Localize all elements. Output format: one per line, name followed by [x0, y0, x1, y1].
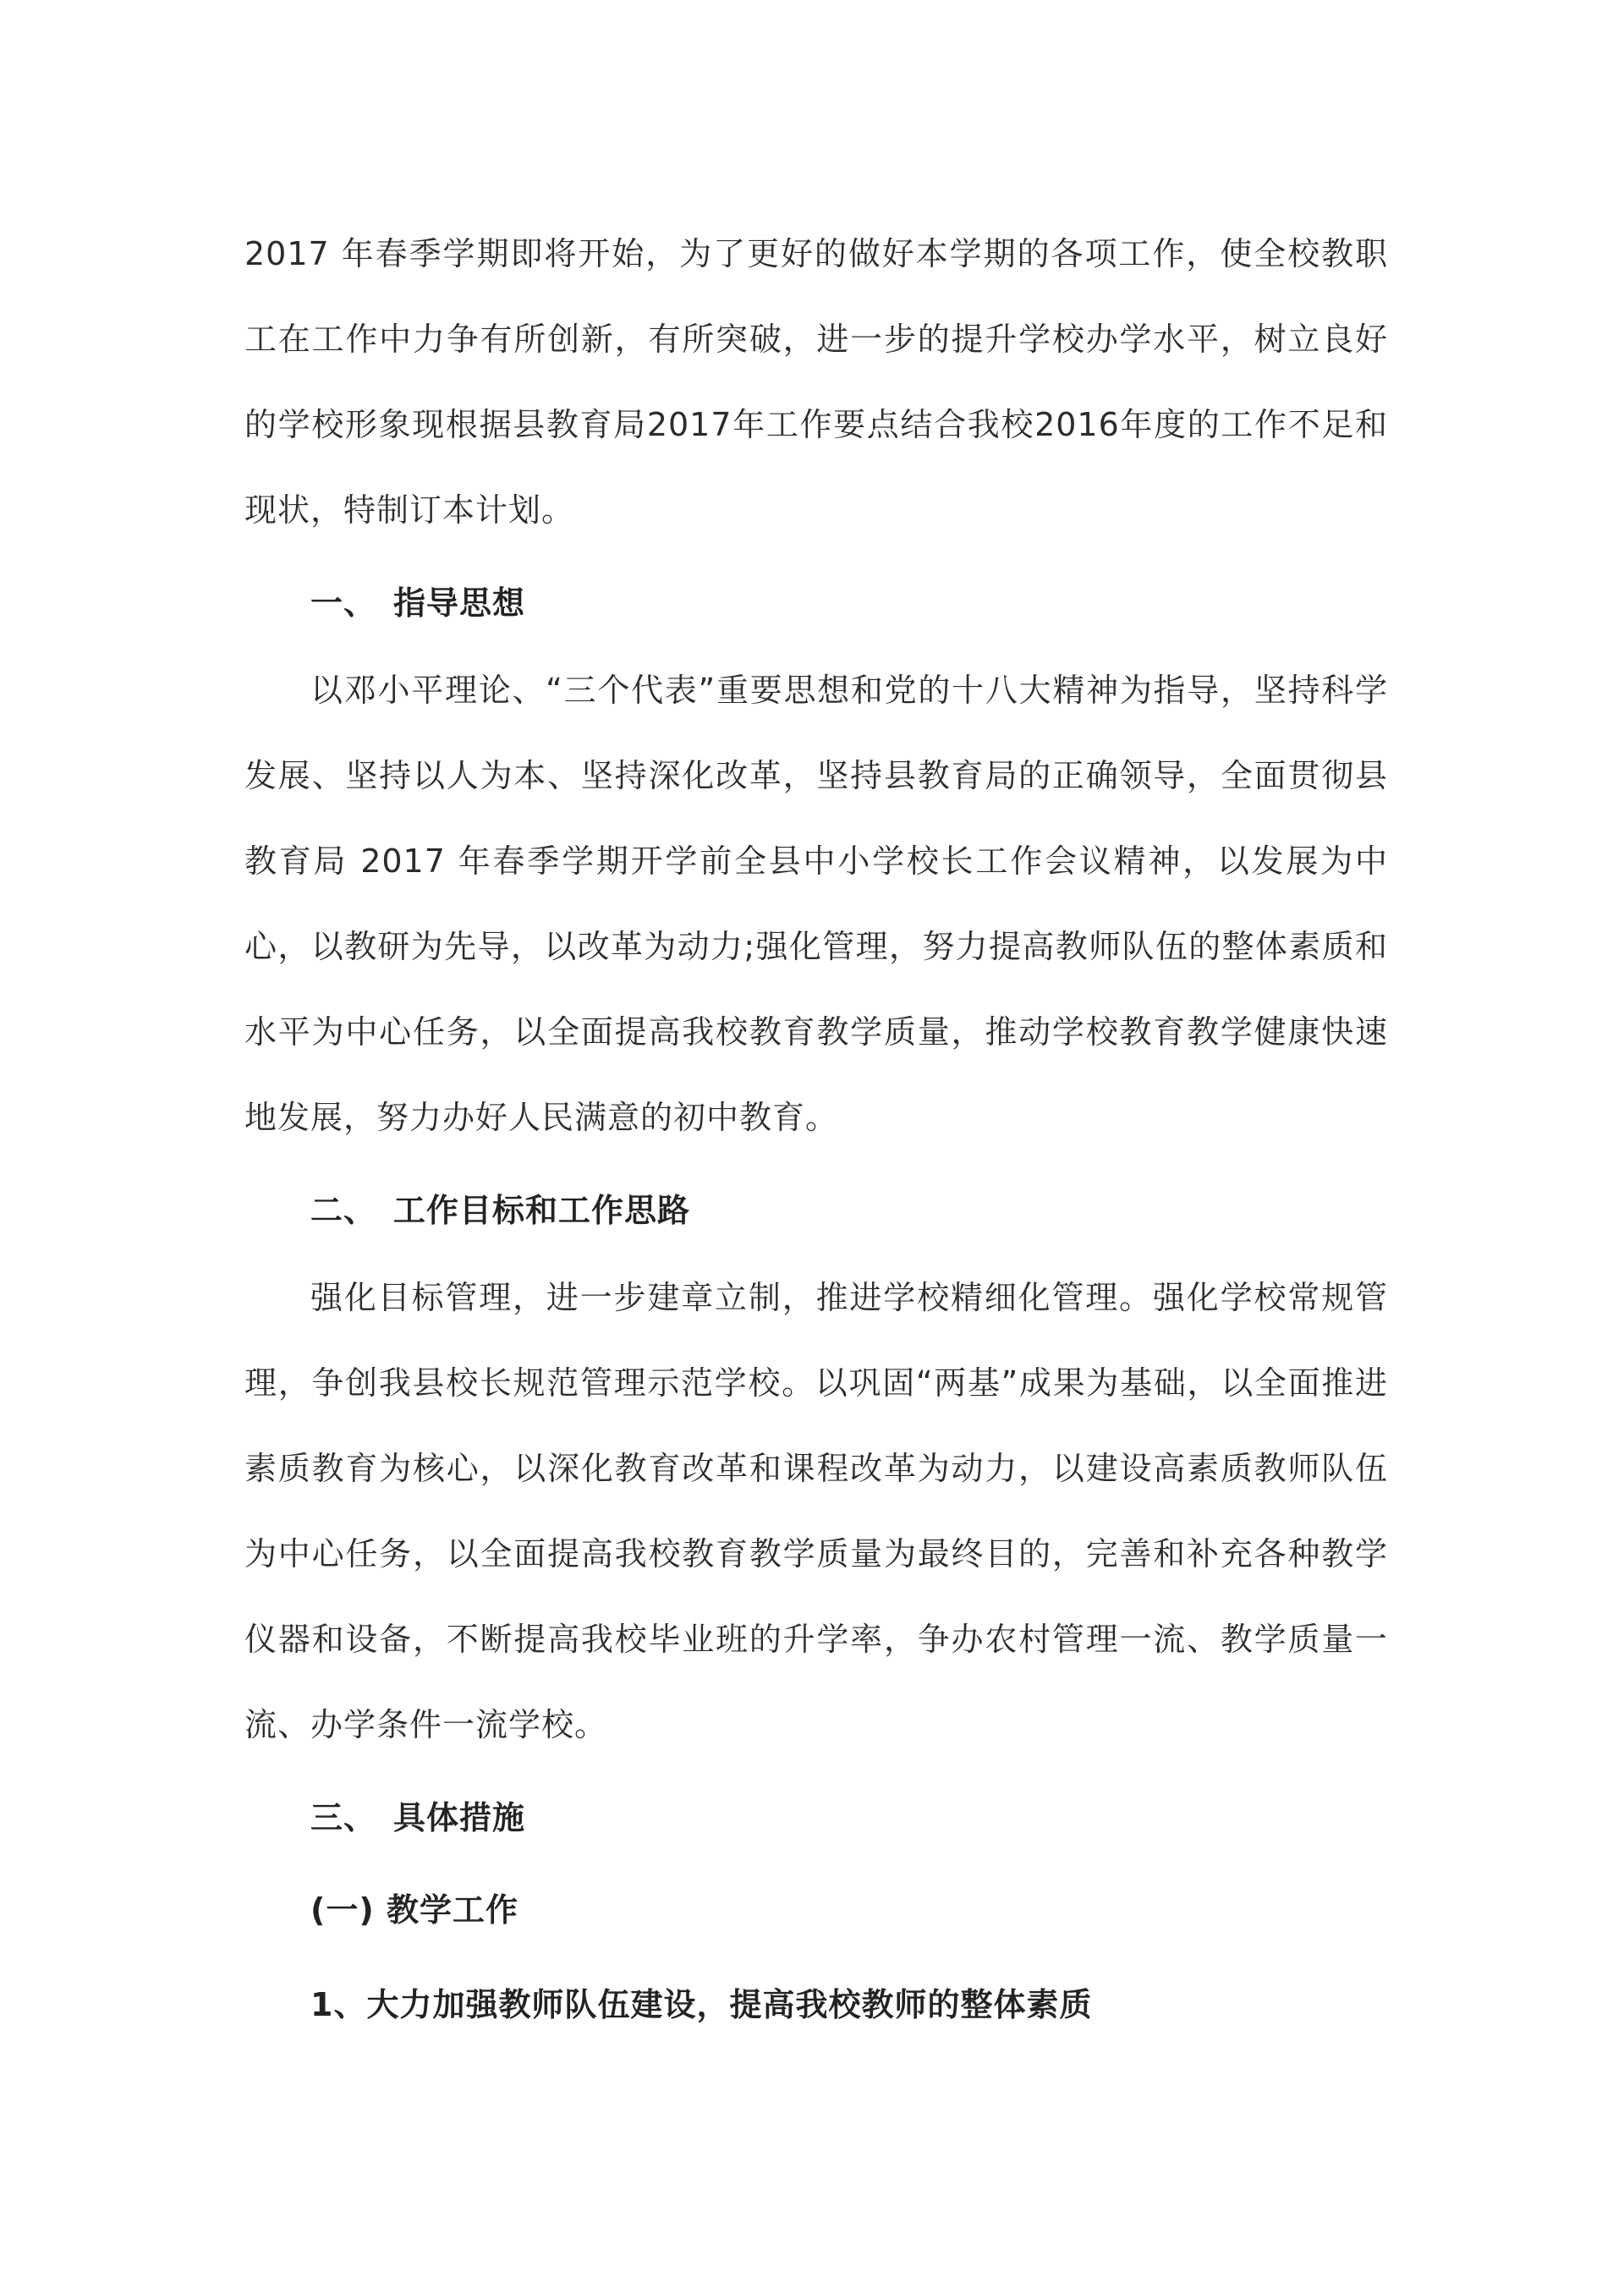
document-page	[244, 211, 1388, 2052]
section-number: 二、	[310, 1192, 377, 1229]
section-title: 具体措施	[393, 1799, 526, 1836]
section-title: 工作目标和工作思路	[393, 1192, 691, 1229]
section-number: 一、	[310, 584, 377, 622]
section-title: 指导思想	[393, 584, 526, 622]
section-heading-guiding-ideology	[244, 558, 1388, 648]
guiding-ideology-paragraph: 以邓小平理论、“三个代表”重要思想和党的十八大精神为指导，坚持科学发展、坚持以人为本、坚持深化改革，坚持县教育局的正确领导，全面贯彻县教育局 2017 年春季学期开学前全县中小学校长工作会议精神，以发展为中心，以教研为先导，以改革为动力;强化管理，努力提高教师队伍的整体素质和水平为中心任务，以全面提高我校教育教学质量，推动学校教育教学健康快速地发展，努力办好人民满意的初中教育。	[244, 672, 1388, 1136]
section-heading-measures	[244, 1773, 1388, 1863]
section-heading-goals	[244, 1166, 1388, 1255]
subsection-heading-teaching: (一) 教学工作	[310, 1891, 518, 1929]
section-number: 三、	[310, 1799, 377, 1836]
intro-paragraph: 2017 年春季学期即将开始，为了更好的做好本学期的各项工作，使全校教职工在工作中力争有所创新，有所突破，进一步的提升学校办学水平，树立良好的学校形象现根据县教育局2017年工作要点结合我校2016年度的工作不足和现状，特制订本计划。	[244, 235, 1388, 529]
goals-paragraph: 强化目标管理，进一步建章立制，推进学校精细化管理。强化学校常规管理，争创我县校长规范管理示范学校。以巩固“两基”成果为基础，以全面推进素质教育为核心，以深化教育改革和课程改革为动力，以建设高素质教师队伍为中心任务，以全面提高我校教育教学质量为最终目的，完善和补充各种教学仪器和设备，不断提高我校毕业班的升学率，争办农村管理一流、教学质量一流、办学条件一流学校。	[244, 1279, 1388, 1743]
item-heading-teacher-team: 1、大力加强教师队伍建设，提高我校教师的整体素质	[310, 1986, 1093, 2023]
